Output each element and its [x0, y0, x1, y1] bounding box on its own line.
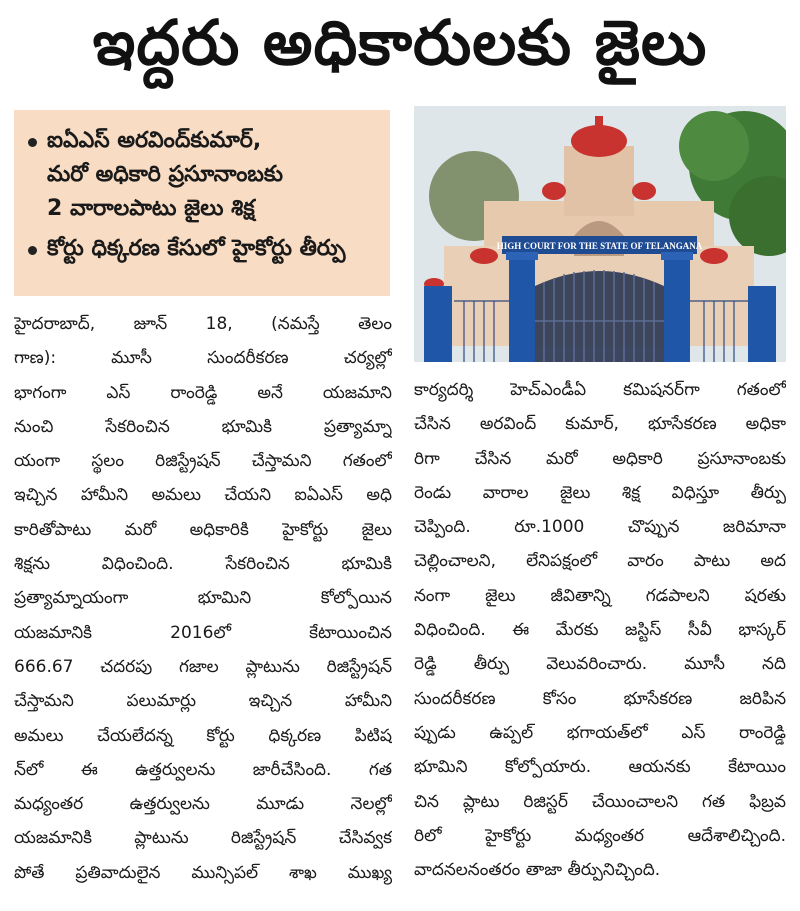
highlight-line: ఐఏఎస్ అరవింద్‌కుమార్, — [47, 128, 262, 153]
article-line: రెండు వారాల జైలు శిక్ష విధిస్తూ తీర్పు — [414, 482, 786, 503]
court-building-photo — [414, 106, 786, 362]
highlight-line: మరో అధికారి ప్రసూనాంబకు — [47, 162, 283, 187]
article-line: 666.67 చదరపు గజాల ప్లాటును రిజిస్ట్రేషన్ — [14, 656, 392, 677]
article-line: పోతే ప్రతివాదులైన మున్సిపల్ శాఖ ముఖ్య — [14, 862, 392, 883]
article-line: యజమానికి ప్లాటును రిజిస్ట్రేషన్ చేసివ్వక — [14, 828, 392, 849]
article-line: చేస్తామని పలుమార్లు ఇచ్చిన హామీని — [14, 691, 392, 712]
article-line: అమలు చేయలేదన్న కోర్టు ధిక్కరణ పిటిష — [14, 725, 392, 746]
article-line: ప్రత్యామ్నాయంగా భూమిని కోల్పోయిన — [14, 588, 392, 609]
article-line: మధ్యంతర ఉత్తర్వులను మూడు నెలల్లో — [14, 794, 392, 815]
highlight-text — [47, 124, 283, 226]
article-left-column — [14, 307, 392, 890]
article-line: కార్యదర్శి హెచ్‌ఎండీఏ కమిషనర్‌గా గతంలో — [414, 380, 786, 400]
article-line: యజమానికి 2016లో కేటాయించిన — [14, 622, 392, 643]
article-line: సుందరీకరణ కోసం భూసేకరణ జరిపిన — [414, 688, 786, 709]
highlight-item — [28, 232, 380, 266]
article-line: యంగా స్థలం రిజిస్ట్రేషన్ చేస్తామని గతంలో — [14, 451, 392, 472]
article-line: ఇచ్చిన హామీని అమలు చేయని ఐఏఎస్ అధి — [14, 485, 392, 506]
article-right-column — [414, 373, 786, 887]
article-line: భాగంగా ఎస్ రాంరెడ్డి అనే యజమాని — [14, 382, 392, 403]
article-line: నంగా జైలు జీవితాన్ని గడపాలని షరతు — [414, 585, 786, 606]
article-line: రెడ్డి తీర్పు వెలువరించారు. మూసీ నది — [414, 654, 786, 675]
headline: ఇద్దరు అధికారులకు జైలు — [92, 6, 708, 79]
highlight-text — [47, 232, 345, 266]
article-line: చెప్పింది. రూ.1000 చొప్పున జరిమానా — [414, 517, 786, 538]
article-line: శిక్షను విధించింది. సేకరించిన భూమికి — [14, 554, 392, 575]
article-line: నుంచి సేకరించిన భూమికి ప్రత్యామ్నా — [14, 416, 392, 437]
court-sign-text: HIGH COURT FOR THE STATE OF TELANGANA — [496, 241, 703, 251]
article-line: రిలో హైకోర్టు మధ్యంతర ఆదేశాలిచ్చింది. — [414, 825, 786, 846]
article-line: ప్పుడు ఉప్పల్ భగాయత్‌లో ఎస్ రాంరెడ్డి — [414, 722, 786, 743]
article-line: హైదరాబాద్, జూన్ 18, (నమస్తే తెలం — [14, 314, 392, 334]
highlight-line: 2 వారాలపాటు జైలు శిక్ష — [47, 196, 255, 221]
bullet-icon — [28, 138, 37, 147]
article-line: కారితోపాటు మరో అధికారికి హైకోర్టు జైలు — [14, 519, 392, 540]
article-line: న్‌లో ఈ ఉత్తర్వులను జారీచేసింది. గత — [14, 759, 392, 780]
article-line: విధించింది. ఈ మేరకు జస్టిస్ సీవీ భాస్కర్ — [414, 620, 786, 641]
highlights-box — [14, 110, 390, 296]
article-line: రిగా చేసిన మరో అధికారి ప్రసూనాంబకు — [414, 448, 786, 469]
highlight-line: కోర్టు ధిక్కరణ కేసులో హైకోర్టు తీర్పు — [47, 236, 346, 261]
highlight-item — [28, 124, 380, 226]
article-line: చిన ప్లాటు రిజిస్టర్ చేయించాలని గత ఫిబ్రవ — [414, 791, 786, 812]
article-line: భూమిని కోల్పోయారు. ఆయనకు కేటాయిం — [414, 757, 786, 778]
bullet-icon — [28, 246, 37, 255]
article-line: చెల్లించాలని, లేనిపక్షంలో వారం పాటు అద — [414, 551, 786, 572]
article-line: చేసిన అరవింద్ కుమార్, భూసేకరణ అధికా — [414, 414, 786, 435]
article-line: వాదనలనంతరం తాజా తీర్పునిచ్చింది. — [414, 860, 661, 881]
article-line: గాణ): మూసీ సుందరీకరణ చర్యల్లో — [14, 348, 392, 369]
